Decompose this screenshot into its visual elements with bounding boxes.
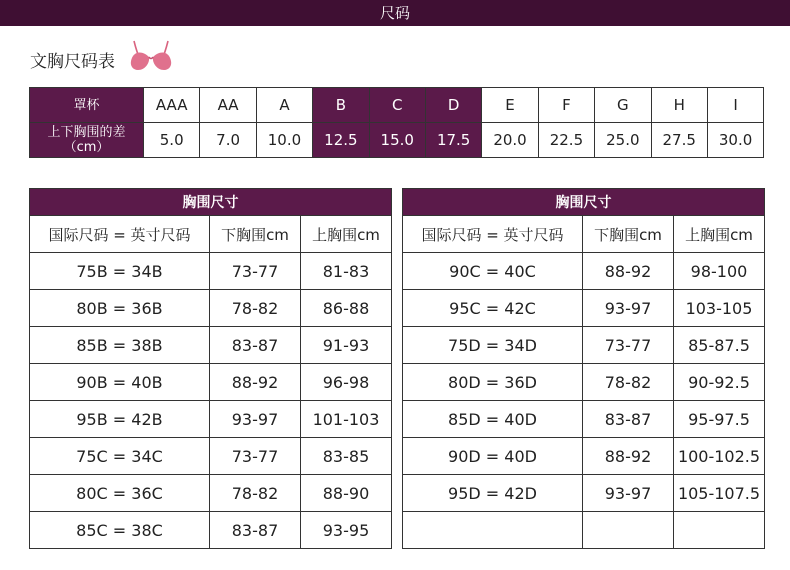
upper-bust-cell: 83-85 bbox=[301, 438, 392, 475]
cup-cell: G bbox=[595, 88, 651, 123]
upper-bust-cell: 95-97.5 bbox=[674, 401, 765, 438]
size-table-header bbox=[30, 216, 392, 253]
table-row bbox=[30, 438, 392, 475]
cup-cell: A bbox=[256, 88, 312, 123]
upper-bust-cell: 100-102.5 bbox=[674, 438, 765, 475]
intl-size-cell: 85B = 38B bbox=[30, 327, 210, 364]
col-header-under: 下胸围cm bbox=[583, 216, 674, 253]
diff-cell: 30.0 bbox=[707, 123, 763, 158]
cup-cell: H bbox=[651, 88, 707, 123]
diff-row-label bbox=[30, 123, 144, 158]
upper-bust-cell: 105-107.5 bbox=[674, 475, 765, 512]
col-header-under: 下胸围cm bbox=[210, 216, 301, 253]
under-bust-cell: 88-92 bbox=[583, 438, 674, 475]
diff-label-line1: 上下胸围的差 bbox=[47, 125, 126, 140]
intl-size-cell: 75C = 34C bbox=[30, 438, 210, 475]
upper-bust-cell: 85-87.5 bbox=[674, 327, 765, 364]
col-header-upper: 上胸围cm bbox=[674, 216, 765, 253]
table-row bbox=[403, 475, 765, 512]
table-row bbox=[30, 364, 392, 401]
diff-cell: 22.5 bbox=[538, 123, 594, 158]
under-bust-cell: 83-87 bbox=[583, 401, 674, 438]
diff-row bbox=[30, 123, 764, 158]
under-bust-cell: 93-97 bbox=[583, 475, 674, 512]
table-row bbox=[403, 438, 765, 475]
under-bust-cell: 88-92 bbox=[583, 253, 674, 290]
diff-label-line2: （cm） bbox=[63, 140, 110, 155]
cup-table bbox=[29, 87, 764, 158]
col-header-intl: 国际尺码 = 英寸尺码 bbox=[30, 216, 210, 253]
section-title: 文胸尺码表 bbox=[30, 52, 115, 72]
under-bust-cell: 78-82 bbox=[210, 290, 301, 327]
cup-row-label: 罩杯 bbox=[30, 88, 144, 123]
table-row bbox=[403, 364, 765, 401]
under-bust-cell: 93-97 bbox=[583, 290, 674, 327]
size-table-caption: 胸围尺寸 bbox=[403, 189, 765, 216]
upper-bust-cell: 91-93 bbox=[301, 327, 392, 364]
diff-cell: 17.5 bbox=[425, 123, 481, 158]
upper-bust-cell: 103-105 bbox=[674, 290, 765, 327]
under-bust-cell: 93-97 bbox=[210, 401, 301, 438]
intl-size-cell: 90C = 40C bbox=[403, 253, 583, 290]
upper-bust-cell: 86-88 bbox=[301, 290, 392, 327]
under-bust-cell: 88-92 bbox=[210, 364, 301, 401]
under-bust-cell: 73-77 bbox=[210, 438, 301, 475]
cup-cell: D bbox=[425, 88, 481, 123]
table-row bbox=[403, 512, 765, 549]
under-bust-cell: 83-87 bbox=[210, 512, 301, 549]
table-row bbox=[403, 253, 765, 290]
header-title: 尺码 bbox=[379, 4, 410, 22]
diff-cell: 10.0 bbox=[256, 123, 312, 158]
diff-cell: 12.5 bbox=[313, 123, 369, 158]
intl-size-cell: 80B = 36B bbox=[30, 290, 210, 327]
table-row bbox=[403, 401, 765, 438]
upper-bust-cell: 98-100 bbox=[674, 253, 765, 290]
diff-cell: 27.5 bbox=[651, 123, 707, 158]
diff-cell: 20.0 bbox=[482, 123, 538, 158]
intl-size-cell: 95C = 42C bbox=[403, 290, 583, 327]
table-row bbox=[403, 290, 765, 327]
upper-bust-cell: 90-92.5 bbox=[674, 364, 765, 401]
intl-size-cell: 80C = 36C bbox=[30, 475, 210, 512]
cup-cell: I bbox=[707, 88, 763, 123]
table-row bbox=[30, 401, 392, 438]
upper-bust-cell: 96-98 bbox=[301, 364, 392, 401]
cup-row bbox=[30, 88, 764, 123]
intl-size-cell: 80D = 36D bbox=[403, 364, 583, 401]
under-bust-cell bbox=[583, 512, 674, 549]
diff-cell: 7.0 bbox=[200, 123, 256, 158]
header-bar bbox=[0, 0, 790, 26]
cup-cell: AAA bbox=[144, 88, 200, 123]
size-table-right bbox=[402, 188, 765, 549]
bra-icon bbox=[128, 39, 174, 75]
diff-cell: 15.0 bbox=[369, 123, 425, 158]
upper-bust-cell: 88-90 bbox=[301, 475, 392, 512]
under-bust-cell: 83-87 bbox=[210, 327, 301, 364]
diff-cell: 5.0 bbox=[144, 123, 200, 158]
table-row bbox=[30, 253, 392, 290]
table-row bbox=[30, 475, 392, 512]
table-row bbox=[30, 327, 392, 364]
intl-size-cell: 75B = 34B bbox=[30, 253, 210, 290]
col-header-upper: 上胸围cm bbox=[301, 216, 392, 253]
intl-size-cell: 95B = 42B bbox=[30, 401, 210, 438]
upper-bust-cell: 101-103 bbox=[301, 401, 392, 438]
cup-cell: E bbox=[482, 88, 538, 123]
col-header-intl: 国际尺码 = 英寸尺码 bbox=[403, 216, 583, 253]
upper-bust-cell: 93-95 bbox=[301, 512, 392, 549]
upper-bust-cell bbox=[674, 512, 765, 549]
under-bust-cell: 73-77 bbox=[583, 327, 674, 364]
cup-cell: B bbox=[313, 88, 369, 123]
intl-size-cell bbox=[403, 512, 583, 549]
intl-size-cell: 95D = 42D bbox=[403, 475, 583, 512]
cup-cell: C bbox=[369, 88, 425, 123]
intl-size-cell: 90B = 40B bbox=[30, 364, 210, 401]
cup-cell: AA bbox=[200, 88, 256, 123]
table-row bbox=[30, 290, 392, 327]
intl-size-cell: 85D = 40D bbox=[403, 401, 583, 438]
table-row bbox=[30, 512, 392, 549]
size-table-caption: 胸围尺寸 bbox=[30, 189, 392, 216]
upper-bust-cell: 81-83 bbox=[301, 253, 392, 290]
under-bust-cell: 78-82 bbox=[583, 364, 674, 401]
intl-size-cell: 90D = 40D bbox=[403, 438, 583, 475]
diff-cell: 25.0 bbox=[595, 123, 651, 158]
intl-size-cell: 75D = 34D bbox=[403, 327, 583, 364]
cup-cell: F bbox=[538, 88, 594, 123]
intl-size-cell: 85C = 38C bbox=[30, 512, 210, 549]
size-table-left bbox=[29, 188, 392, 549]
under-bust-cell: 73-77 bbox=[210, 253, 301, 290]
under-bust-cell: 78-82 bbox=[210, 475, 301, 512]
table-row bbox=[403, 327, 765, 364]
size-table-header bbox=[403, 216, 765, 253]
